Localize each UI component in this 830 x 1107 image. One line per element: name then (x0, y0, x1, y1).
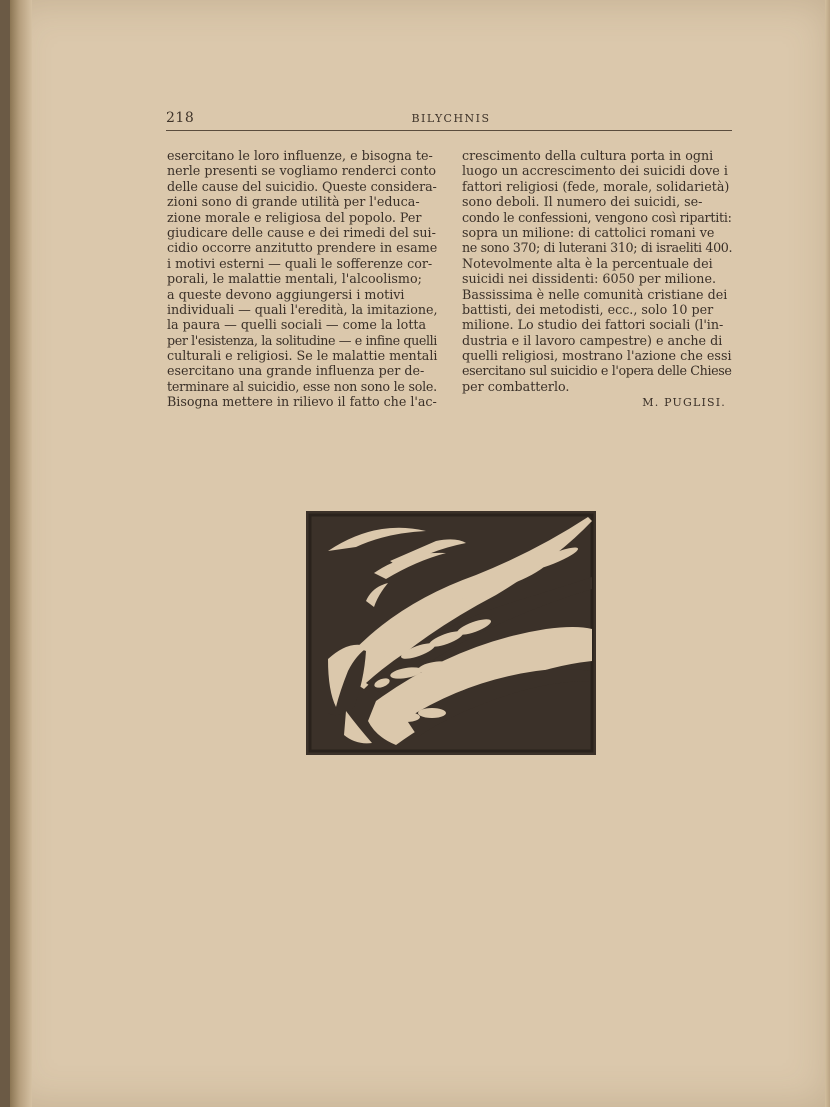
text-line: milione. Lo studio dei fattori sociali (l'in- (462, 317, 724, 333)
text-line: la paura — quelli sociali — come la lotta (167, 317, 427, 333)
text-line: sopra un milione: di cattolici romani ve (462, 224, 715, 240)
text-line: condo le confessioni, vengono così ripartiti: (462, 209, 732, 225)
text-line: zioni sono di grande utilità per l'educa- (167, 194, 420, 210)
text-line: i motivi esterni — quali le sofferenze cor- (167, 255, 433, 271)
text-line: ne sono 370; di luterani 310; di israeliti 400. (462, 240, 733, 256)
text-line: esercitano una grande influenza per de- (167, 363, 425, 379)
text-line: esercitano le loro influenze, e bisogna te- (167, 148, 433, 163)
text-line: Bisogna mettere in rilievo il fatto che l'ac- (167, 394, 437, 410)
text-line: fattori religiosi (fede, morale, solidarietà) (462, 178, 730, 194)
text-line: luogo un accrescimento dei suicidi dove i (462, 163, 728, 179)
text-line: culturali e religiosi. Se le malattie mentali (167, 348, 438, 364)
text-line: nerle presenti se vogliamo renderci conto (167, 163, 437, 179)
left-text-column (167, 148, 437, 410)
text-line: delle cause del suicidio. Queste considera- (167, 178, 437, 194)
text-line: Notevolmente alta è la percentuale dei (462, 255, 713, 271)
text-line: per combatterlo. (462, 378, 570, 394)
text-line: battisti, dei metodisti, ecc., solo 10 per (462, 301, 714, 317)
scanned-page (10, 0, 830, 1107)
text-line: sono deboli. Il numero dei suicidi, se- (462, 194, 703, 210)
running-title: BILYCHNIS (411, 112, 491, 125)
text-line: porali, le malattie mentali, l'alcoolismo; (167, 271, 422, 287)
text-line: suicidi nei dissidenti: 6050 per milione. (462, 271, 717, 287)
header-rule (166, 130, 732, 131)
text-line: cidio occorre anzitutto prendere in esame (167, 240, 438, 256)
right-text-column (462, 148, 732, 411)
page-header (166, 110, 736, 134)
text-line: per l'esistenza, la solitudine — e infine quelli (167, 332, 437, 348)
text-line: individuali — quali l'eredità, la imitazione, (167, 301, 438, 317)
text-line: dustria e il lavoro campestre) e anche di (462, 332, 723, 348)
text-line: a queste devono aggiungersi i motivi (167, 286, 405, 302)
page-right-edge (825, 0, 830, 1107)
text-line: crescimento della cultura porta in ogni (462, 148, 714, 163)
text-line: giudicare delle cause e dei rimedi del sui- (167, 224, 436, 240)
text-line: esercitano sul suicidio e l'opera delle Chiese (462, 363, 732, 379)
author-signature: M. PUGLISI. (642, 396, 726, 410)
page-binding-edge (10, 0, 32, 1107)
page-number: 218 (166, 110, 195, 126)
text-line: Bassissima è nelle comunità cristiane dei (462, 286, 728, 302)
text-line: zione morale e religiosa del popolo. Per (167, 209, 422, 225)
text-line: terminare al suicidio, esse non sono le sole. (167, 378, 437, 394)
text-line: quelli religiosi, mostrano l'azione che essi (462, 348, 732, 364)
wing-woodcut-illustration (306, 511, 596, 755)
